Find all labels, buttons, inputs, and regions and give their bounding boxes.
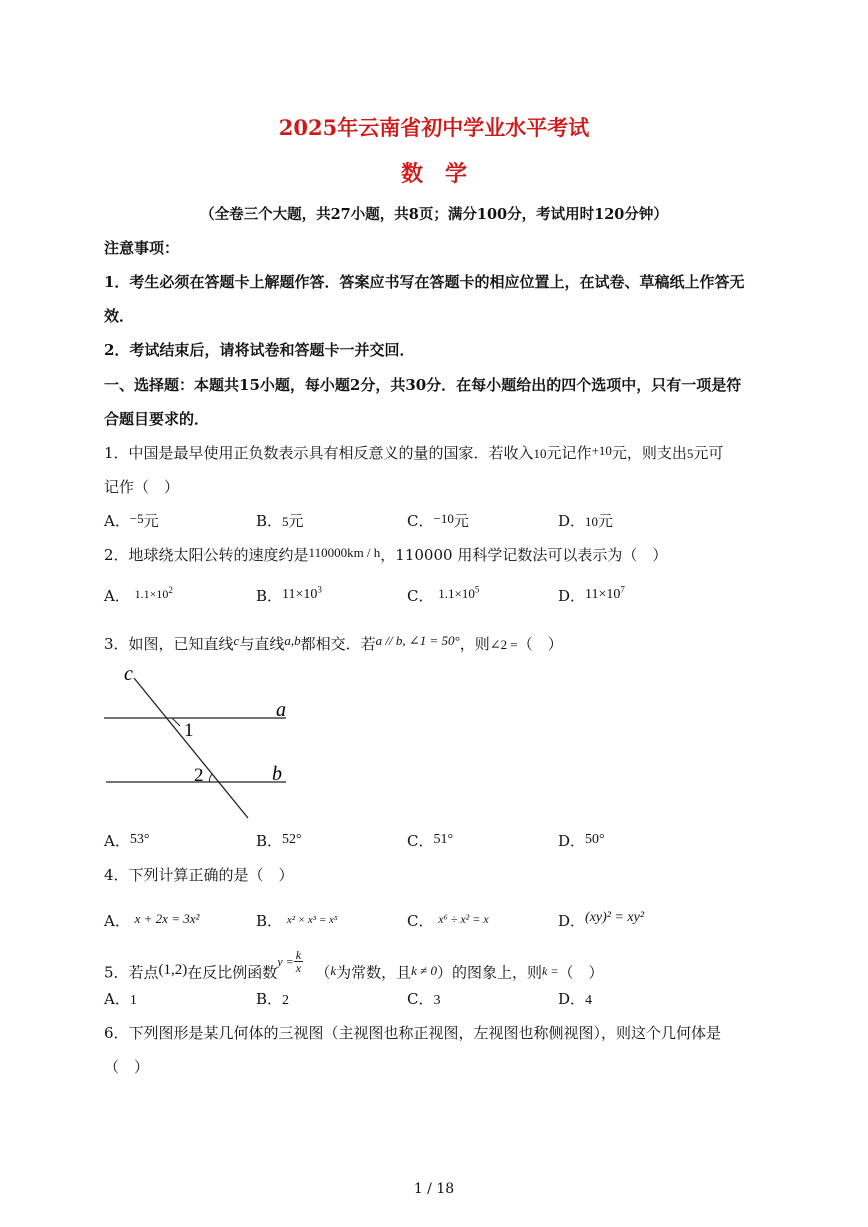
q4-option-c: [407, 910, 489, 931]
q3-condition: a // b, ∠1 = 50°: [375, 633, 460, 648]
option-math: x + 2x = 3x²: [134, 911, 200, 926]
q3-text-b: 与直线: [239, 635, 285, 653]
q3-option-d: [558, 830, 605, 851]
option-label: B．: [256, 587, 283, 605]
question-3: [104, 633, 563, 654]
notice-item-1-line-2: 效．: [104, 307, 135, 325]
option-label: D．: [558, 990, 586, 1008]
q5-condition: k ≠ 0: [411, 962, 438, 978]
q2-option-d: [558, 585, 625, 606]
option-label: C．: [407, 832, 434, 850]
q3-text-e: （ ）: [517, 635, 563, 653]
q5-text-a: 5．若点: [104, 963, 159, 982]
option-label: B．: [256, 990, 283, 1008]
q3-figure: [100, 660, 300, 820]
q1-text-g: 元可: [693, 444, 724, 462]
option-suffix: 元: [143, 512, 159, 530]
option-label: C．: [407, 587, 434, 605]
option-label: C．: [407, 512, 434, 530]
option-label: D．: [558, 587, 586, 605]
q5-option-b: [256, 988, 289, 1009]
q1-option-c: [407, 510, 469, 531]
q1-text-a: 1．中国是最早使用正负数表示具有相反意义的量的国家．若收入: [104, 444, 534, 462]
q5-option-d: [558, 988, 592, 1009]
label-b: b: [272, 763, 282, 785]
q2-option-b: [256, 585, 322, 606]
notice-heading: 注意事项：: [104, 239, 180, 257]
label-a: a: [276, 699, 286, 721]
question-1-line-1: [104, 442, 723, 463]
option-base: 1.1×10: [134, 587, 169, 601]
q2-text-a: 2．地球绕太阳公转的速度约是: [104, 546, 309, 564]
question-6-line-2: （ ）: [104, 1058, 150, 1076]
option-math: 53°: [129, 832, 150, 847]
q2-option-a: [104, 585, 173, 606]
option-label: A．: [104, 587, 130, 605]
q5-func-lhs: y =: [277, 954, 294, 969]
option-value: 1: [129, 993, 137, 1008]
q5-function: [277, 949, 315, 974]
option-label: C．: [407, 912, 434, 930]
label-angle-2: 2: [194, 765, 204, 786]
angle-2-arc: [209, 774, 212, 782]
q1-text-e: 元，则支出: [611, 444, 687, 462]
option-exponent: 2: [168, 585, 173, 595]
option-base: 11×10: [585, 587, 621, 602]
option-value: 4: [585, 993, 593, 1008]
q5-option-c: [407, 988, 440, 1009]
q3-option-c: [407, 830, 453, 851]
notice-item-2: 2．考试结束后，请将试卷和答题卡一并交回．: [104, 341, 415, 359]
q5-text-e: ）的图象上，则: [437, 963, 543, 982]
option-exponent: 3: [317, 584, 322, 595]
q3-ask: ∠2 =: [489, 637, 518, 652]
q3-option-a: [104, 830, 149, 851]
label-c: c: [124, 663, 133, 685]
option-label: D．: [558, 512, 586, 530]
q1-income: 10: [533, 446, 547, 461]
q2-speed: 110000km / h: [308, 545, 381, 560]
exam-title: 2025年云南省初中学业水平考试: [278, 115, 590, 140]
option-math: 51°: [433, 832, 454, 847]
option-label: B．: [256, 512, 283, 530]
option-label: A．: [104, 912, 130, 930]
option-math: (xy)² = xy²: [585, 910, 645, 925]
q2-option-c: [407, 585, 479, 606]
question-4: 4．下列计算正确的是（ ）: [104, 866, 294, 884]
q5-point: (1,2): [158, 961, 188, 978]
option-math: x² × x³ = x⁵: [286, 914, 338, 926]
q5-ask: k =: [542, 963, 559, 978]
q5-text-d: 为常数，且: [336, 963, 412, 982]
option-exponent: 5: [474, 584, 480, 595]
q1-text-c: 元记作: [546, 444, 592, 462]
option-label: A．: [104, 832, 130, 850]
q4-option-d: [558, 910, 644, 931]
q5-text-c: （: [315, 963, 331, 982]
q4-option-b: [256, 910, 338, 931]
q1-option-a: [104, 510, 159, 531]
option-math: −10: [433, 511, 454, 526]
option-math: 52°: [282, 832, 302, 847]
q1-option-d: [558, 510, 613, 531]
option-label: B．: [256, 912, 283, 930]
option-base: 11×10: [282, 587, 318, 602]
q3-text-a: 3．如图，已知直线: [104, 635, 234, 653]
q3-lines-ab: a,b: [284, 633, 301, 648]
q5-text-b: 在反比例函数: [187, 963, 278, 982]
option-label: A．: [104, 990, 130, 1008]
line-c: [134, 678, 248, 818]
q1-plus-ten: +10: [591, 443, 612, 458]
question-6-line-1: 6．下列图形是某几何体的三视图（主视图也称正视图，左视图也称侧视图），则这个几何体是: [104, 1024, 722, 1042]
q4-option-a: [104, 910, 199, 931]
option-suffix: 元: [288, 512, 304, 530]
option-math: 50°: [585, 832, 605, 847]
option-value: 2: [282, 993, 290, 1008]
q3-line-c: c: [233, 633, 240, 648]
option-math: 10: [585, 514, 599, 529]
q5-fraction: [294, 949, 303, 974]
option-exponent: 7: [620, 584, 625, 595]
option-base: 1.1×10: [438, 586, 475, 601]
q5-func-denominator: x: [295, 961, 302, 975]
option-suffix: 元: [598, 512, 614, 530]
q3-option-b: [256, 830, 302, 851]
option-math: x⁶ ÷ x² = x: [438, 912, 489, 926]
section-1-heading-line-1: 一、选择题：本题共15小题，每小题2分，共30分．在每小题给出的四个选项中，只有一项是符: [104, 376, 742, 394]
option-label: D．: [558, 912, 586, 930]
option-math: 5: [282, 514, 289, 529]
option-label: C．: [407, 990, 434, 1008]
section-1-heading-line-2: 合题目要求的．: [104, 410, 210, 428]
option-label: B．: [256, 832, 283, 850]
option-label: D．: [558, 832, 586, 850]
option-value: 3: [433, 993, 441, 1008]
q3-text-c: 都相交．若: [300, 635, 376, 653]
question-5: [104, 948, 604, 986]
option-label: A．: [104, 512, 130, 530]
q5-option-a: [104, 988, 137, 1009]
option-math: −5: [129, 511, 144, 526]
question-1-line-2: 记作（ ）: [104, 478, 180, 496]
q5-text-f: （ ）: [558, 963, 604, 982]
q1-expense: 5: [686, 446, 694, 461]
q5-k: k: [330, 962, 337, 978]
q1-option-b: [256, 510, 304, 531]
notice-item-1-line-1: 1．考生必须在答题卡上解题作答．答案应书写在答题卡的相应位置上，在试卷、草稿纸上作答无: [104, 273, 745, 291]
label-angle-1: 1: [184, 720, 194, 741]
q3-text-d: ，则: [459, 635, 490, 653]
q5-func-numerator: k: [295, 948, 302, 962]
option-suffix: 元: [453, 512, 469, 530]
q2-text-b: ，110000 用科学记数法可以表示为（ ）: [380, 546, 668, 564]
angle-1-arc: [172, 718, 180, 726]
exam-info: （全卷三个大题，共27小题，共8页；满分100分，考试用时120分钟）: [200, 206, 668, 223]
page-number: 1 / 18: [413, 1181, 455, 1197]
question-2: [104, 544, 667, 565]
exam-subject: 数学: [400, 161, 489, 187]
